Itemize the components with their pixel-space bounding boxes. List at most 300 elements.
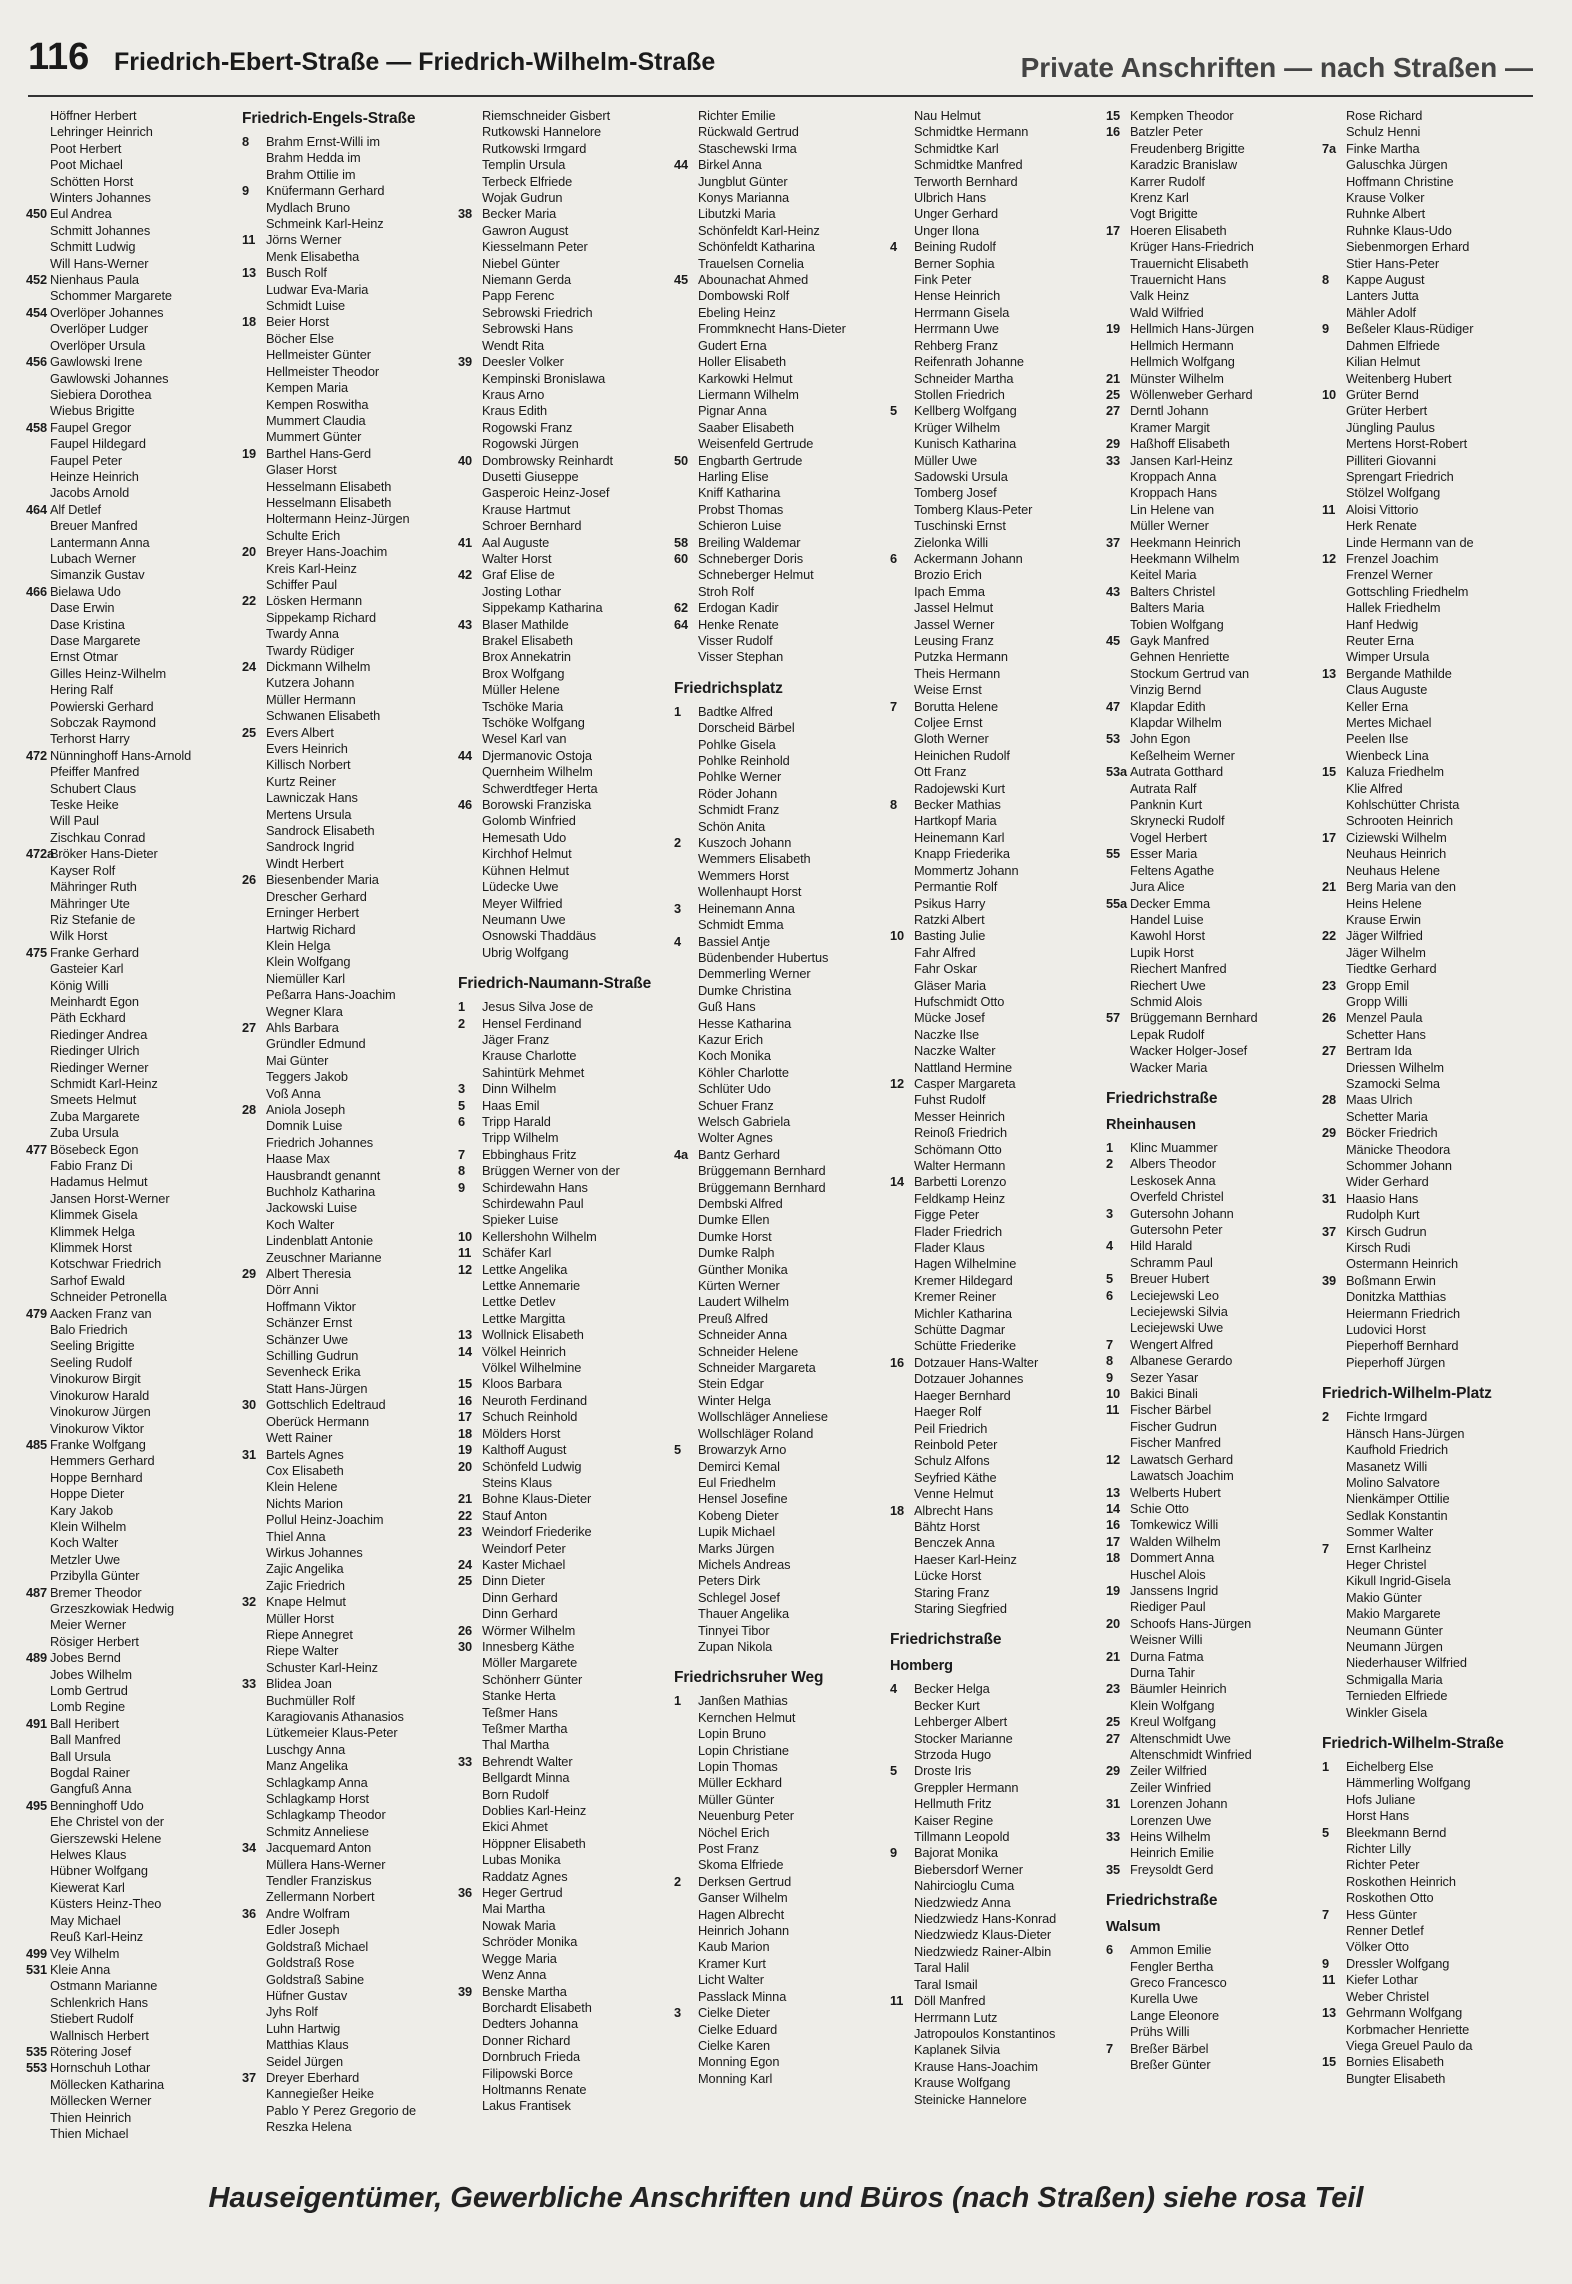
resident-name: Haas Emil (482, 1097, 540, 1113)
house-number (1106, 994, 1130, 1010)
resident-name: Gehrmann Wolfgang (1346, 2005, 1463, 2021)
resident-name: Luschgy Anna (266, 1741, 346, 1757)
directory-entry (458, 781, 674, 797)
house-number: 37 (242, 2069, 257, 2085)
house-number (26, 518, 50, 534)
resident-name: Rehberg Franz (914, 337, 999, 353)
resident-name: Müller Horst (266, 1610, 334, 1626)
directory-entry (1106, 813, 1322, 829)
resident-name: Thien Heinrich (50, 2109, 132, 2125)
house-number (674, 305, 698, 321)
house-number (26, 485, 50, 501)
directory-entry (1322, 945, 1538, 961)
directory-entry (242, 2119, 458, 2135)
directory-entry (1106, 1320, 1322, 1336)
directory-entry (242, 987, 458, 1003)
directory-entry (674, 1557, 890, 1573)
house-number (674, 649, 698, 665)
resident-name: Greco Francesco (1130, 1975, 1227, 1991)
resident-name: Vogel Herbert (1130, 829, 1207, 845)
directory-entry (674, 1180, 890, 1196)
resident-name: Cielke Eduard (698, 2021, 778, 2037)
house-number: 64 (674, 616, 689, 632)
resident-name: Killisch Norbert (266, 757, 351, 773)
directory-entry (242, 1922, 458, 1938)
resident-name: Feltens Agathe (1130, 862, 1214, 878)
house-number (1106, 1813, 1130, 1829)
resident-name: Hartkopf Maria (914, 813, 997, 829)
house-number: 18 (242, 314, 257, 330)
house-number (242, 495, 266, 511)
house-number (674, 124, 698, 140)
house-number (242, 626, 266, 642)
house-number (1106, 338, 1130, 354)
directory-entry (458, 1065, 674, 1081)
directory-entry (674, 2071, 890, 2087)
directory-entry (890, 141, 1106, 157)
house-number (26, 1273, 50, 1289)
directory-entry (458, 1655, 674, 1671)
directory-entry (890, 2042, 1106, 2058)
house-number (26, 1421, 50, 1437)
house-number (242, 1381, 266, 1397)
house-number: 12 (1322, 550, 1337, 566)
resident-name: Dinn Wilhelm (482, 1081, 557, 1097)
resident-name: Neuhaus Helene (1346, 862, 1440, 878)
house-number (890, 1388, 914, 1404)
house-number (242, 1955, 266, 1971)
house-number (26, 1781, 50, 1797)
directory-entry (1106, 403, 1322, 419)
house-number (26, 1158, 50, 1174)
directory-entry (1106, 1649, 1322, 1665)
directory-entry (674, 1262, 890, 1278)
house-number (26, 633, 50, 649)
directory-entry (890, 1470, 1106, 1486)
directory-entry (458, 1787, 674, 1803)
directory-entry (1322, 174, 1538, 190)
house-number (458, 223, 482, 239)
directory-entry (26, 453, 242, 469)
directory-entry (458, 928, 674, 944)
directory-entry (242, 1512, 458, 1528)
house-number: 8 (242, 134, 250, 149)
directory-entry (1322, 338, 1538, 354)
directory-entry (1322, 1573, 1538, 1589)
directory-entry (890, 1585, 1106, 1601)
house-number (1322, 1655, 1346, 1671)
resident-name: Statt Hans-Jürgen (266, 1380, 368, 1396)
house-number (1322, 1857, 1346, 1873)
house-number (26, 1814, 50, 1830)
resident-name: Ulbrich Hans (914, 190, 987, 206)
resident-name: Haasio Hans (1346, 1190, 1419, 1206)
resident-name: Wider Gerhard (1346, 1174, 1429, 1190)
directory-entry (242, 774, 458, 790)
directory-entry (890, 551, 1106, 567)
house-number (242, 1496, 266, 1512)
directory-entry (1106, 239, 1322, 255)
resident-name: Kloos Barbara (482, 1376, 562, 1392)
directory-entry (458, 912, 674, 928)
directory-entry (458, 1541, 674, 1557)
resident-name: Steinicke Hannelore (914, 2091, 1027, 2107)
resident-name: Hesselmann Elisabeth (266, 478, 392, 494)
house-number: 454 (26, 304, 48, 320)
house-number (458, 141, 482, 157)
house-number: 25 (1106, 1714, 1121, 1730)
resident-name: Dornbruch Frieda (482, 2049, 580, 2065)
house-number: 24 (242, 659, 257, 674)
resident-name: Keitel Maria (1130, 567, 1197, 583)
directory-entry (242, 1578, 458, 1594)
house-number (1322, 1060, 1346, 1076)
resident-name: Jassel Helmut (914, 600, 994, 616)
house-number (1106, 666, 1130, 682)
resident-name: Kaub Marion (698, 1939, 770, 1955)
resident-name: Reinoß Friedrich (914, 1125, 1007, 1141)
directory-entry (1106, 1304, 1322, 1320)
directory-entry (1106, 469, 1322, 485)
house-number (674, 1857, 698, 1873)
house-number: 14 (890, 1174, 905, 1190)
directory-entry (458, 206, 674, 222)
resident-name: Born Rudolf (482, 1786, 549, 1802)
resident-name: Ubrig Wolfgang (482, 944, 569, 960)
resident-name: Stroh Rolf (698, 583, 754, 599)
directory-entry (1106, 1468, 1322, 1484)
resident-name: Seidel Jürgen (266, 2053, 343, 2069)
resident-name: Gudert Erna (698, 337, 767, 353)
directory-entry (458, 1688, 674, 1704)
house-number (26, 1749, 50, 1765)
resident-name: Faupel Gregor (50, 419, 132, 435)
resident-name: Kellberg Wolfgang (914, 403, 1017, 419)
resident-name: Pohlke Werner (698, 769, 782, 785)
resident-name: Esser Maria (1130, 846, 1198, 862)
directory-entry (1322, 617, 1538, 633)
directory-entry (458, 354, 674, 370)
house-number (26, 2077, 50, 2093)
house-number (1106, 305, 1130, 321)
house-number (890, 321, 914, 337)
directory-entry (458, 338, 674, 354)
directory-entry (242, 741, 458, 757)
house-number (458, 387, 482, 403)
resident-name: Leusing Franz (914, 633, 994, 648)
resident-name: Spieker Luise (482, 1212, 559, 1228)
house-number (1322, 453, 1346, 469)
house-number: 22 (1322, 928, 1337, 944)
house-number (458, 272, 482, 288)
directory-entry (26, 928, 242, 944)
resident-name: Dinn Gerhard (482, 1606, 558, 1622)
resident-name: Saaber Elisabeth (698, 419, 794, 435)
directory-column (458, 108, 674, 2168)
directory-entry (1322, 682, 1538, 698)
directory-entry (1106, 1942, 1322, 1958)
resident-name: Handel Luise (1130, 911, 1204, 927)
resident-name: Winkler Gisela (1346, 1704, 1428, 1720)
directory-entry (674, 1081, 890, 1097)
house-number (890, 338, 914, 354)
directory-entry (242, 1364, 458, 1380)
directory-entry (242, 905, 458, 921)
house-number: 23 (458, 1524, 473, 1540)
resident-name: Wörmer Wilhelm (482, 1622, 576, 1638)
resident-name: Kremer Hildegard (914, 1272, 1013, 1288)
resident-name: Kikull Ingrid-Gisela (1346, 1573, 1451, 1589)
house-number (26, 978, 50, 994)
resident-name: Ruhnke Klaus-Udo (1346, 222, 1452, 238)
house-number: 21 (458, 1491, 473, 1507)
resident-name: Gangfuß Anna (50, 1781, 132, 1797)
resident-name: Kirsch Gudrun (1346, 1223, 1427, 1239)
directory-entry (890, 321, 1106, 337)
house-number (458, 469, 482, 485)
resident-name: Heinrich Emilie (1130, 1845, 1214, 1861)
house-number (242, 1053, 266, 1069)
directory-entry (26, 1306, 242, 1322)
house-number (458, 928, 482, 944)
house-number: 23 (1106, 1681, 1121, 1697)
directory-entry (1106, 518, 1322, 534)
directory-entry (458, 141, 674, 157)
house-number (242, 150, 266, 166)
resident-name: Durna Fatma (1130, 1648, 1204, 1664)
house-number (1106, 420, 1130, 436)
directory-entry (674, 1442, 890, 1458)
house-number (242, 610, 266, 626)
directory-entry (890, 1780, 1106, 1796)
resident-name: Hess Günter (1346, 1906, 1417, 1922)
directory-entry (890, 830, 1106, 846)
directory-entry (1322, 1092, 1538, 1108)
resident-name: Stauf Anton (482, 1507, 548, 1523)
resident-name: Benske Martha (482, 1983, 567, 1999)
resident-name: Gläser Maria (914, 977, 987, 993)
house-number (890, 174, 914, 190)
house-number (458, 485, 482, 501)
house-number (242, 397, 266, 413)
directory-entry (1322, 1060, 1538, 1076)
resident-name: Riedinger Ulrich (50, 1043, 140, 1059)
resident-name: Benninghoff Udo (50, 1797, 144, 1813)
resident-name: Grzeszkowiak Hedwig (50, 1600, 174, 1616)
house-number: 27 (1106, 403, 1121, 419)
house-number: 495 (26, 1797, 48, 1813)
resident-name: Schröder Monika (482, 1934, 578, 1950)
resident-name: Vinzig Bernd (1130, 682, 1202, 698)
house-number (242, 1709, 266, 1725)
directory-entry (890, 1273, 1106, 1289)
house-number (242, 1889, 266, 1905)
house-number (242, 167, 266, 183)
house-number (458, 1737, 482, 1753)
house-number (26, 1863, 50, 1879)
directory-entry (1322, 239, 1538, 255)
directory-entry (458, 420, 674, 436)
resident-name: Tschöke Maria (482, 698, 564, 714)
house-number (242, 1643, 266, 1659)
directory-entry (26, 1174, 242, 1190)
directory-entry (1322, 1426, 1538, 1442)
resident-name: Schönfeld Ludwig (482, 1458, 582, 1474)
house-number (242, 1807, 266, 1823)
resident-name: Edler Joseph (266, 1922, 340, 1938)
resident-name: Welberts Hubert (1130, 1484, 1221, 1500)
house-number (674, 436, 698, 452)
house-number (26, 1896, 50, 1912)
directory-entry (458, 1262, 674, 1278)
directory-entry (890, 600, 1106, 616)
house-number: 9 (890, 1845, 898, 1861)
resident-name: Pfeiffer Manfred (50, 764, 140, 780)
directory-entry (1106, 1583, 1322, 1599)
house-number: 27 (1322, 1043, 1337, 1059)
house-number: 553 (26, 2060, 48, 2076)
directory-entry (890, 272, 1106, 288)
resident-name: Schrooten Heinrich (1346, 813, 1454, 829)
resident-name: Balo Friedrich (50, 1322, 128, 1338)
house-number (26, 1929, 50, 1945)
house-number (1322, 256, 1346, 272)
house-number (242, 1217, 266, 1233)
directory-entry (674, 617, 890, 633)
house-number: 2 (674, 1873, 682, 1889)
house-number: 2 (1322, 1409, 1330, 1425)
resident-name: Brox Wolfgang (482, 665, 565, 681)
house-number (890, 1470, 914, 1486)
directory-entry (890, 1092, 1106, 1108)
house-number (1106, 748, 1130, 764)
directory-entry (890, 928, 1106, 944)
resident-name: Schönherr Günter (482, 1671, 583, 1687)
directory-entry (1106, 715, 1322, 731)
house-number (242, 1479, 266, 1495)
resident-name: Koch Walter (266, 1216, 335, 1232)
directory-entry (458, 830, 674, 846)
resident-name: Kaluza Friedhelm (1346, 764, 1444, 780)
house-number (458, 1032, 482, 1048)
directory-entry (26, 2126, 242, 2142)
resident-name: Karagiovanis Athanasios (266, 1709, 404, 1724)
resident-name: Vinokurow Jürgen (50, 1404, 151, 1420)
house-number (1322, 1076, 1346, 1092)
resident-name: Gloth Werner (914, 731, 989, 747)
directory-entry (242, 1266, 458, 1282)
resident-name: Haeger Bernhard (914, 1387, 1011, 1403)
house-number: 7 (458, 1146, 466, 1162)
house-number (674, 1245, 698, 1261)
directory-entry (26, 2077, 242, 2093)
directory-entry (458, 436, 674, 452)
house-number (242, 938, 266, 954)
resident-name: Riepe Annegret (266, 1626, 353, 1642)
house-number (1322, 1808, 1346, 1824)
directory-entry (242, 495, 458, 511)
resident-name: Overfeld Christel (1130, 1189, 1224, 1205)
resident-name: Riechert Uwe (1130, 977, 1206, 993)
house-number (674, 256, 698, 272)
resident-name: Dahmen Elfriede (1346, 337, 1440, 353)
resident-name: Dase Margarete (50, 633, 141, 648)
resident-name: Wenz Anna (482, 1967, 547, 1983)
resident-name: Demmerling Werner (698, 966, 811, 982)
house-number (1322, 1459, 1346, 1475)
house-number (1322, 682, 1346, 698)
directory-entry (26, 1683, 242, 1699)
directory-entry (890, 1796, 1106, 1812)
house-number (242, 889, 266, 905)
house-number (26, 764, 50, 780)
directory-entry (890, 879, 1106, 895)
resident-name: Vinokurow Birgit (50, 1371, 141, 1387)
resident-name: Wirkus Johannes (266, 1544, 363, 1560)
house-number (242, 2103, 266, 2119)
directory-entry (1322, 666, 1538, 682)
resident-name: Gilles Heinz-Wilhelm (50, 665, 167, 681)
resident-name: Thiel Anna (266, 1528, 326, 1544)
house-number (26, 2110, 50, 2126)
directory-entry (26, 1847, 242, 1863)
directory-entry (674, 1743, 890, 1759)
house-number: 22 (458, 1507, 473, 1523)
directory-entry (890, 124, 1106, 140)
house-number: 9 (458, 1179, 466, 1195)
directory-entry (242, 1627, 458, 1643)
directory-entry (458, 485, 674, 501)
resident-name: Smeets Helmut (50, 1092, 137, 1108)
directory-entry (674, 1573, 890, 1589)
resident-name: Aacken Franz van (50, 1305, 152, 1321)
house-number (890, 1731, 914, 1747)
house-number (674, 1114, 698, 1130)
house-number (674, 1939, 698, 1955)
directory-entry (674, 2038, 890, 2054)
resident-name: Neumann Günter (1346, 1622, 1443, 1638)
directory-entry (890, 1763, 1106, 1779)
house-number: 14 (1106, 1500, 1121, 1516)
resident-name: Filipowski Borce (482, 2065, 573, 2081)
house-number (26, 1470, 50, 1486)
house-number (1322, 403, 1346, 419)
directory-entry (242, 1348, 458, 1364)
resident-name: Schütte Friederike (914, 1338, 1017, 1354)
directory-entry (1322, 420, 1538, 436)
street-heading: Friedrich-Engels-Straße (242, 110, 416, 127)
directory-entry (890, 223, 1106, 239)
directory-entry (458, 2098, 674, 2114)
resident-name: Terbeck Elfriede (482, 173, 573, 189)
house-number (458, 764, 482, 780)
directory-entry (890, 1125, 1106, 1141)
resident-name: Schilling Gudrun (266, 1348, 359, 1364)
resident-name: Müller Uwe (914, 452, 977, 468)
house-number (458, 256, 482, 272)
house-number: 21 (1322, 879, 1337, 895)
directory-entry (242, 150, 458, 166)
directory-entry (1322, 1207, 1538, 1223)
directory-entry (674, 1311, 890, 1327)
directory-entry (242, 971, 458, 987)
resident-name: Ball Heribert (50, 1715, 120, 1731)
resident-name: Brüggemann Bernhard (698, 1179, 826, 1195)
resident-name: Hagen Albrecht (698, 1906, 785, 1922)
resident-name: Tomberg Josef (914, 485, 997, 501)
resident-name: Möller Margarete (482, 1655, 578, 1671)
directory-entry (26, 1650, 242, 1666)
